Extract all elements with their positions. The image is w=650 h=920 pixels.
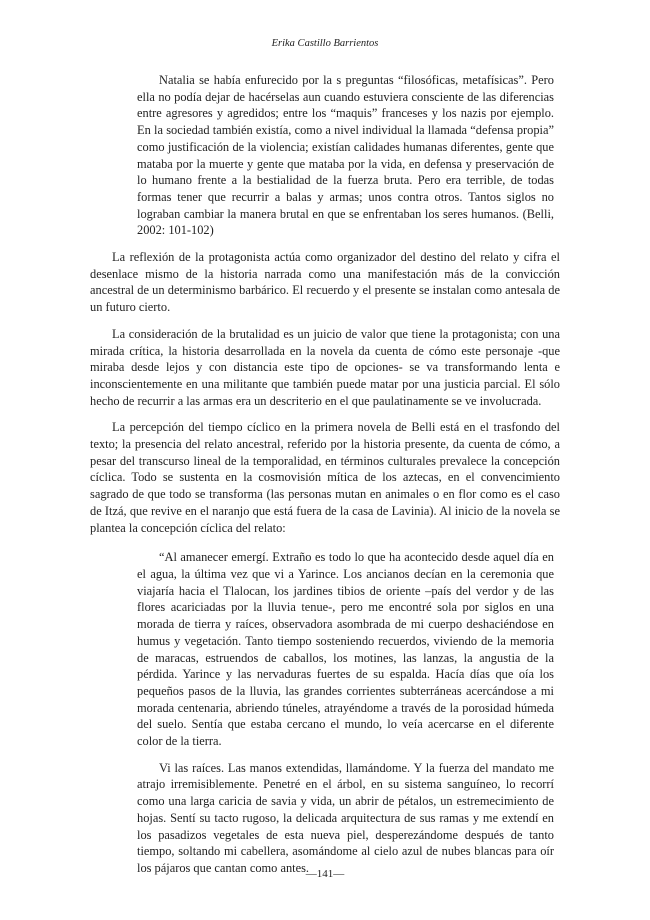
quote-paragraph: Vi las raíces. Las manos extendidas, llamándome. Y la fuerza del mandato me atrajo irremisiblemente. Penetré en el árbol, en su sistema sanguíneo, lo recorrí como una larga caricia de savia y vida, un abrir de pétalos, un estremecimiento de hojas. Sentí su tacto rugoso, la delicada arquitectura de sus ramas y me extendí en los pasadizos vegetales de esta nueva piel, desperezándome después de tanto tiempo, soltando mi cabellera, asomándome al cielo azul de nubes blancas para oír los pájaros que cantan como antes. [137,760,554,875]
quote-paragraph: “Al amanecer emergí. Extraño es todo lo que ha acontecido desde aquel día en el agua, la última vez que vi a Yarince. Los ancianos decían en la ceremonia que viajaría hacia el Tlalocan, los jardines tibios de oriente –país del verdor y de las flores acariciadas por la lluvia tenue-, pero me encontré sola por siglos en una morada de tierra y raíces, observadora asombrada de mi cuerpo deshaciéndose en humus y vegetación. Tanto tiempo sosteniendo recuerdos, viviendo de la memoria de maracas, estruendos de caballos, los motines, las lanzas, la angustia de la pérdida. Yarince y las nervaduras fuertes de su espalda. Hacía días que oía los pequeños pasos de la lluvia, las grandes corrientes subterráneas acercándose a mi morada centenaria, abriendo túneles, atrayéndome a través de la porosidad húmeda del suelo. Sentía que estaba cercano el mundo, lo veía acercarse en el diferente color de la tierra. [137,550,554,749]
body-paragraph-reflexion: La reflexión de la protagonista actúa como organizador del destino del relato y cifra el desenlace mismo de la historia narrada como una manifestación más de la convicción ancestral de un determinismo barbárico. El recuerdo y el presente se instalan como antesala de un futuro cierto. [90,250,560,315]
page-number: —141— [305,868,345,880]
block-quote-itza [137,549,554,876]
running-head: Erika Castillo Barrientos [271,38,379,49]
block-quote-belli-natalia [137,72,554,239]
body-paragraph-tiempo-ciclico: La percepción del tiempo cíclico en la primera novela de Belli está en el trasfondo del texto; la presencia del relato ancestral, referido por la historia presente, da cuenta de cómo, a pesar del transcurso lineal de la temporalidad, en términos culturales prevalece la concepción cíclica. Todo se sustenta en la cosmovisión mítica de los aztecas, en el convencimiento sagrado de que todo se transforma (las personas mutan en animales o en flor como es el caso de Itzá, que revive en el naranjo que está fuera de la casa de Lavinia). Al inicio de la novela se plantea la concepción cíclica del relato: [90,420,560,535]
body-paragraph-brutalidad: La consideración de la brutalidad es un juicio de valor que tiene la protagonista; con una mirada crítica, la historia desarrollada en la novela da cuenta de cómo este personaje -que miraba desde lejos y con distancia este tipo de opciones- se va transformando lenta e inconscientemente en una militante que también puede matar por una justicia parcial. El sólo hecho de recurrir a las armas era un descriterio en el que paulatinamente se ve involucrada. [90,326,560,408]
quote-paragraph: Natalia se había enfurecido por la s preguntas “filosóficas, metafísicas”. Pero ella no podía dejar de hacérselas aun cuando estuviera consciente de las diferencias entre agresores y agredidos; entre los “maquis” franceses y los nazis por ejemplo. En la sociedad también existía, como a nivel individual la llamada “defensa propia” como justificación de la violencia; existían calidades humanas diferentes, gente que mataba por la muerte y gente que mataba por la vida, en defensa y preservación de lo humano frente a la bestialidad de la fuerza bruta. Pero era terrible, de todas formas tener que recurrir a balas y armas; unos contra otros. Tantos siglos no lograban cambiar la manera brutal en que se enfrentaban los seres humanos. (Belli, 2002: 101-102) [137,73,554,238]
